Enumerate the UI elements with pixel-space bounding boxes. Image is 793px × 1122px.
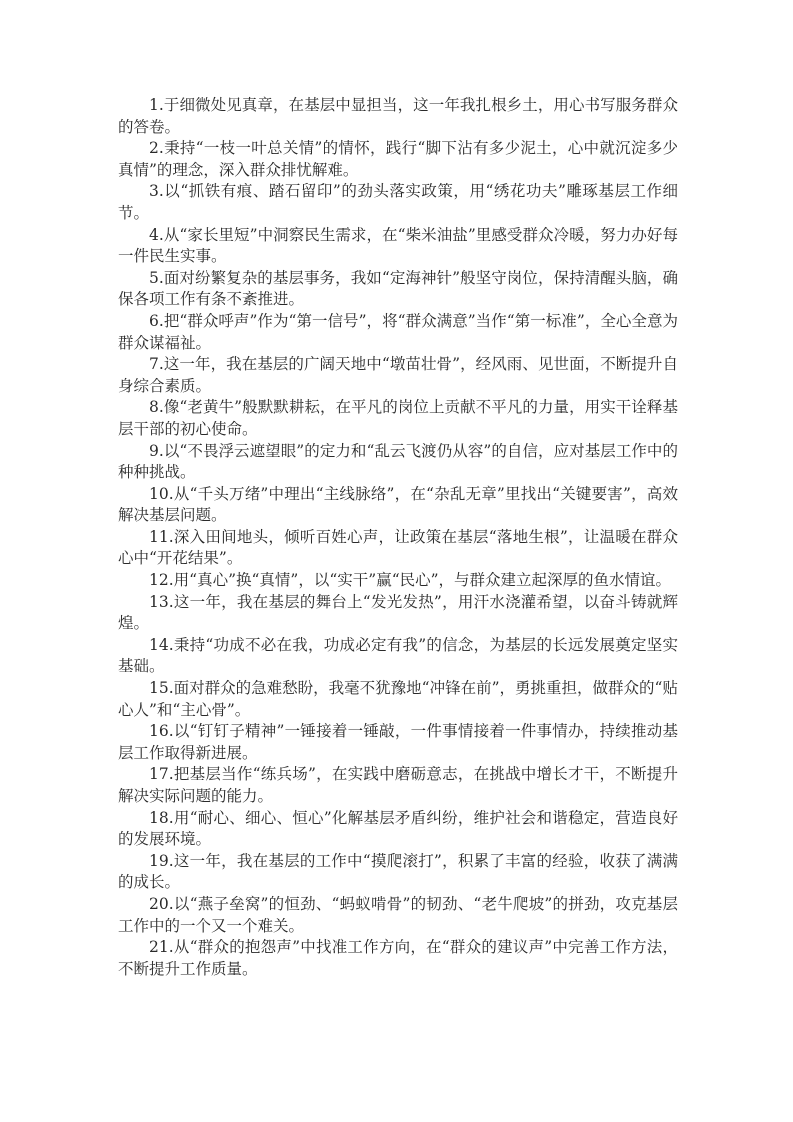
paragraph-15: 15.面对群众的急难愁盼，我毫不犹豫地“冲锋在前”，勇挑重担，做群众的“贴心人”和“主心骨”。	[118, 679, 678, 719]
paragraph-3: 3.以“抓铁有痕、踏石留印”的劲头落实政策，用“绣花功夫”雕琢基层工作细节。	[118, 182, 678, 222]
paragraph-2: 2.秉持“一枝一叶总关情”的情怀，践行“脚下沾有多少泥土，心中就沉淀多少真情”的理念，深入群众排忧解难。	[118, 139, 678, 179]
paragraph-21: 21.从“群众的抱怨声”中找准工作方向，在“群众的建议声”中完善工作方法，不断提升工作质量。	[118, 938, 678, 978]
paragraph-1: 1.于细微处见真章，在基层中显担当，这一年我扎根乡土，用心书写服务群众的答卷。	[118, 96, 678, 136]
paragraph-20: 20.以“燕子垒窝”的恒劲、“蚂蚁啃骨”的韧劲、“老牛爬坡”的拼劲，攻克基层工作中的一个又一个难关。	[118, 894, 678, 935]
paragraph-6: 6.把“群众呼声”作为“第一信号”，将“群众满意”当作“第一标准”，全心全意为群众谋福祉。	[118, 311, 678, 352]
paragraph-4: 4.从“家长里短”中洞察民生需求，在“柴米油盐”里感受群众冷暖，努力办好每一件民生实事。	[118, 225, 678, 266]
paragraph-8: 8.像“老黄牛”般默默耕耘，在平凡的岗位上贡献不平凡的力量，用实干诠释基层干部的初心使命。	[118, 398, 678, 438]
paragraph-17: 17.把基层当作“练兵场”，在实践中磨砺意志，在挑战中增长才干，不断提升解决实际问题的能力。	[118, 765, 678, 805]
paragraph-9: 9.以“不畏浮云遮望眼”的定力和“乱云飞渡仍从容”的自信，应对基层工作中的种种挑战。	[118, 441, 678, 482]
paragraph-11: 11.深入田间地头，倾听百姓心声，让政策在基层“落地生根”，让温暖在群众心中“开花结果”。	[118, 527, 678, 568]
paragraph-5: 5.面对纷繁复杂的基层事务，我如“定海神针”般坚守岗位，保持清醒头脑，确保各项工作有条不紊推进。	[118, 268, 678, 309]
paragraph-16: 16.以“钉钉子精神”一锤接着一锤敲，一件事情接着一件事情办，持续推动基层工作取得新进展。	[118, 722, 678, 762]
paragraph-18: 18.用“耐心、细心、恒心”化解基层矛盾纠纷，维护社会和谐稳定，营造良好的发展环境。	[118, 808, 678, 849]
paragraph-7: 7.这一年，我在基层的广阔天地中“墩苗壮骨”，经风雨、见世面，不断提升自身综合素质。	[118, 355, 678, 395]
paragraph-10: 10.从“千头万绪”中理出“主线脉络”，在“杂乱无章”里找出“关键要害”，高效解决基层问题。	[118, 484, 678, 525]
paragraph-12: 12.用“真心”换“真情”，以“实干”赢“民心”，与群众建立起深厚的鱼水情谊。	[149, 571, 672, 590]
paragraph-13: 13.这一年，我在基层的舞台上“发光发热”，用汗水浇灌希望，以奋斗铸就辉煌。	[118, 592, 678, 633]
document-body	[118, 95, 678, 980]
paragraph-14: 14.秉持“功成不必在我，功成必定有我”的信念，为基层的长远发展奠定坚实基础。	[118, 635, 678, 676]
paragraph-19: 19.这一年，我在基层的工作中“摸爬滚打”，积累了丰富的经验，收获了满满的成长。	[118, 851, 678, 892]
